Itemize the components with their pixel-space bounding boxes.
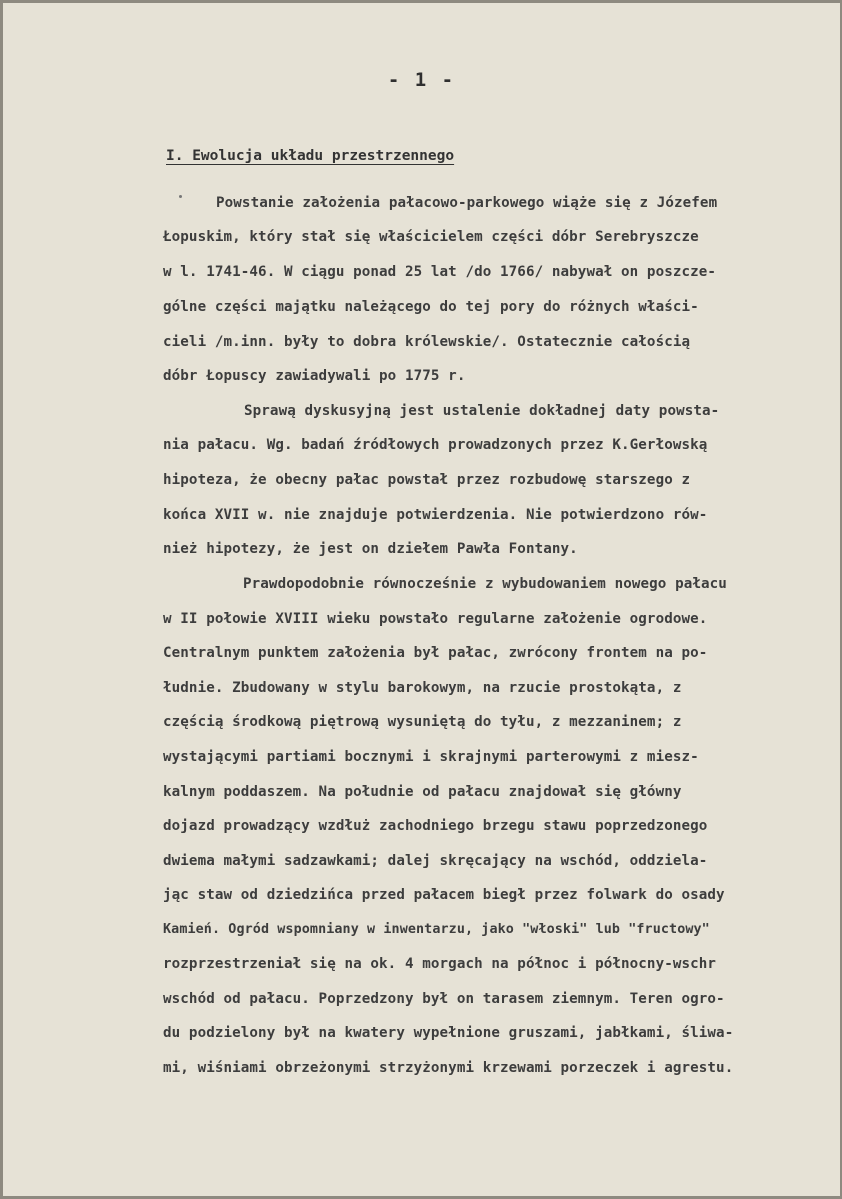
text-line: w II połowie XVIII wieku powstało regularne założenie ogrodowe. [163, 611, 708, 627]
text-line: hipoteza, że obecny pałac powstał przez rozbudowę starszego z [163, 472, 691, 488]
text-line: du podzielony był na kwatery wypełnione gruszami, jabłkami, śliwa- [163, 1025, 734, 1041]
section-heading: I. Ewolucja układu przestrzennego [166, 148, 455, 164]
text-line: wystającymi partiami bocznymi i skrajnymi parterowymi z miesz- [163, 749, 699, 765]
text-line: Kamień. Ogród wspomniany w inwentarzu, jako "włoski" lub "fructowy" [163, 922, 710, 937]
text-line: dóbr Łopuscy zawiadywali po 1775 r. [163, 368, 466, 384]
text-line: mi, wiśniami obrzeżonymi strzyżonymi krzewami porzeczek i agrestu. [163, 1060, 734, 1076]
text-line: częścią środkową piętrową wysuniętą do tyłu, z mezzaninem; z [163, 714, 682, 730]
text-line: Prawdopodobnie równocześnie z wybudowaniem nowego pałacu [243, 576, 727, 592]
text-line: dojazd prowadzący wzdłuż zachodniego brzegu stawu poprzedzonego [163, 818, 708, 834]
text-line: gólne części majątku należącego do tej pory do różnych właści- [163, 299, 699, 315]
text-line: nia pałacu. Wg. badań źródłowych prowadzonych przez K.Gerłowską [163, 437, 708, 453]
text-line: końca XVII w. nie znajduje potwierdzenia. Nie potwierdzono rów- [163, 507, 708, 523]
text-line: Centralnym punktem założenia był pałac, zwrócony frontem na po- [163, 645, 708, 661]
text-line: rozprzestrzeniał się na ok. 4 morgach na północ i północny-wschr [163, 956, 717, 972]
page-number: - 1 - [387, 69, 456, 91]
text-line: wschód od pałacu. Poprzedzony był on tarasem ziemnym. Teren ogro- [163, 991, 725, 1007]
text-line: nież hipotezy, że jest on dziełem Pawła Fontany. [163, 541, 578, 557]
margin-dot [179, 195, 182, 198]
text-line: Powstanie założenia pałacowo-parkowego wiąże się z Józefem [216, 195, 718, 211]
text-line: cieli /m.inn. były to dobra królewskie/. Ostatecznie całością [163, 334, 691, 350]
text-line: łudnie. Zbudowany w stylu barokowym, na rzucie prostokąta, z [163, 680, 682, 696]
text-line: dwiema małymi sadzawkami; dalej skręcający na wschód, oddziela- [163, 853, 708, 869]
text-line: jąc staw od dziedzińca przed pałacem biegł przez folwark do osady [163, 887, 725, 903]
text-line: Łopuskim, który stał się właścicielem części dóbr Serebryszcze [163, 229, 699, 245]
text-line: Sprawą dyskusyjną jest ustalenie dokładnej daty powsta- [244, 403, 720, 419]
text-line: w l. 1741-46. W ciągu ponad 25 lat /do 1766/ nabywał on poszcze- [163, 264, 717, 280]
text-line: kalnym poddaszem. Na południe od pałacu znajdował się główny [163, 784, 682, 800]
